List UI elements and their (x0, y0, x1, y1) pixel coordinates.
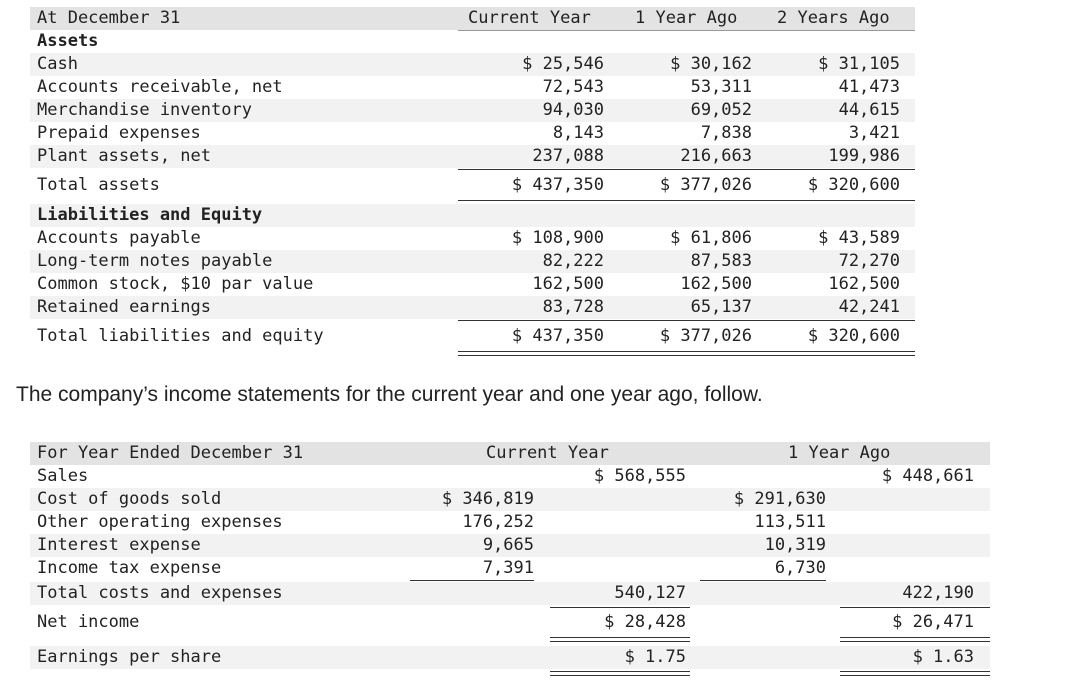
header-current-year: Current Year (468, 8, 591, 28)
table-row: Accounts receivable, net 72,543 53,311 41,473 (37, 77, 900, 97)
table-row: Merchandise inventory 94,030 69,052 44,615 (30, 99, 915, 122)
table-row: Long-term notes payable 82,222 87,583 72,270 (30, 250, 915, 273)
table-row: Accounts payable $ 108,900 $ 61,806 $ 43,589 (37, 228, 900, 248)
eps-row: Earnings per share $ 1.75 $ 1.63 (30, 646, 990, 669)
header-1-year-ago: 1 Year Ago (635, 8, 738, 28)
liabilities-heading: Liabilities and Equity (37, 205, 263, 225)
intro-sentence: The company’s income statements for the current year and one year ago, follow. (16, 383, 763, 406)
table-row: Retained earnings 83,728 65,137 42,241 (30, 296, 915, 319)
table-row: Income tax expense 7,391 6,730 (37, 558, 826, 578)
header-current-year: Current Year (486, 443, 609, 463)
header-2-years-ago: 2 Years Ago (777, 8, 890, 28)
assets-heading-row (30, 30, 915, 53)
total-assets-row: Total assets $ 437,350 $ 377,026 $ 320,600 (37, 175, 900, 195)
assets-heading: Assets (37, 31, 99, 51)
liabilities-heading-row (30, 204, 915, 227)
header-label: At December 31 (37, 8, 181, 28)
total-costs-row: Total costs and expenses 540,127 422,190 (30, 582, 990, 605)
sales-row: Sales $ 568,555 $ 448,661 (37, 466, 974, 486)
table-row: Common stock, $10 par value 162,500 162,500 162,500 (37, 274, 900, 294)
header-1-year-ago: 1 Year Ago (788, 443, 891, 463)
table-row: Cost of goods sold $ 346,819 $ 291,630 (30, 488, 990, 511)
income-statement-header (30, 442, 990, 465)
table-row: Other operating expenses 176,252 113,511 (37, 512, 826, 532)
balance-sheet-header (30, 7, 915, 30)
table-row: Plant assets, net 237,088 216,663 199,986 (30, 145, 915, 168)
net-income-row: Net income $ 28,428 $ 26,471 (37, 612, 974, 632)
table-row: Interest expense 9,665 10,319 (30, 534, 990, 557)
total-liabilities-row: Total liabilities and equity $ 437,350 $ 377,026 $ 320,600 (37, 326, 900, 346)
table-row: Prepaid expenses 8,143 7,838 3,421 (37, 123, 900, 143)
table-row: Cash $ 25,546 $ 30,162 $ 31,105 (30, 53, 915, 76)
header-label: For Year Ended December 31 (37, 443, 304, 463)
